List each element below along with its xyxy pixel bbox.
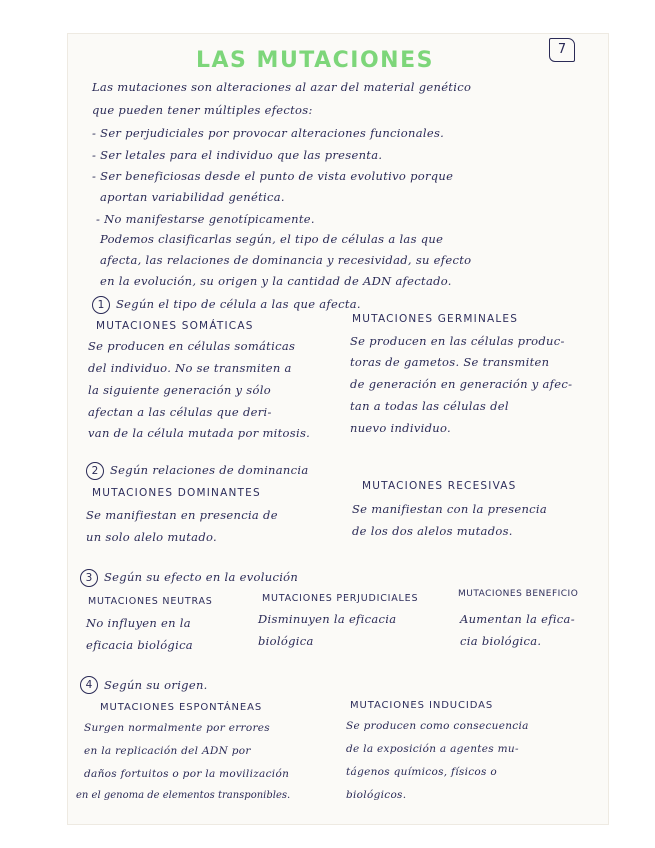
column-line: del individuo. No se transmiten a: [88, 361, 292, 375]
column-line: la siguiente generación y sólo: [88, 383, 271, 397]
section-number-3: 3: [80, 569, 98, 587]
column-line: en la replicación del ADN por: [84, 745, 251, 757]
column-line: de generación en generación y afec-: [350, 377, 573, 391]
bullet-item: - No manifestarse genotípicamente.: [96, 212, 315, 226]
classification-line: Podemos clasificarlas según, el tipo de células a las que: [100, 232, 444, 246]
column-title: MUTACIONES NEUTRAS: [88, 596, 213, 607]
section-number-4: 4: [80, 676, 98, 694]
bullet-item: - Ser beneficiosas desde el punto de vista evolutivo porque: [92, 169, 454, 183]
column-line: van de la célula mutada por mitosis.: [88, 426, 311, 440]
section-heading-3: Según su efecto en la evolución: [104, 570, 299, 584]
column-line: en el genoma de elementos transponibles.: [76, 790, 291, 801]
column-line: nuevo individuo.: [350, 421, 451, 435]
classification-line: afecta, las relaciones de dominancia y recesividad, su efecto: [100, 253, 472, 267]
column-line: toras de gametos. Se transmiten: [350, 355, 550, 369]
section-heading-2: Según relaciones de dominancia: [110, 463, 309, 477]
column-line: cia biológica.: [460, 634, 542, 648]
column-line: tágenos químicos, físicos o: [346, 766, 497, 778]
column-line: Se producen en las células produc-: [350, 334, 565, 348]
column-line: Surgen normalmente por errores: [84, 722, 270, 734]
column-line: biológicos.: [346, 789, 407, 801]
column-line: de la exposición a agentes mu-: [346, 743, 519, 755]
column-title: MUTACIONES GERMINALES: [352, 313, 519, 325]
column-line: Se manifiestan en presencia de: [86, 508, 278, 522]
column-line: afectan a las células que deri-: [88, 405, 272, 419]
bullet-item: aportan variabilidad genética.: [100, 190, 285, 204]
column-title: MUTACIONES ESPONTÁNEAS: [100, 702, 263, 713]
column-line: biológica: [258, 634, 314, 648]
section-heading-1: Según el tipo de célula a las que afecta.: [116, 297, 361, 311]
column-line: Se producen en células somáticas: [88, 339, 296, 353]
section-number-1: 1: [92, 296, 110, 314]
section-heading-4: Según su origen.: [104, 678, 208, 692]
page-number: 7: [549, 38, 575, 62]
column-line: de los dos alelos mutados.: [352, 524, 513, 538]
column-title: MUTACIONES DOMINANTES: [92, 487, 261, 499]
column-title: MUTACIONES PERJUDICIALES: [262, 593, 419, 604]
bullet-item: - Ser letales para el individuo que las presenta.: [92, 148, 383, 162]
column-line: Aumentan la efica-: [460, 612, 575, 626]
classification-line: en la evolución, su origen y la cantidad de ADN afectado.: [100, 274, 452, 288]
column-line: Disminuyen la eficacia: [258, 612, 397, 626]
column-title: MUTACIONES SOMÁTICAS: [96, 320, 254, 332]
page-title: LAS MUTACIONES: [196, 48, 434, 73]
column-line: daños fortuitos o por la movilización: [84, 768, 290, 780]
section-number-2: 2: [86, 462, 104, 480]
column-line: eficacia biológica: [86, 638, 193, 652]
intro-line: que pueden tener múltiples efectos:: [92, 103, 313, 117]
column-line: un solo alelo mutado.: [86, 530, 217, 544]
column-line: tan a todas las células del: [350, 399, 509, 413]
column-title: MUTACIONES BENEFICIO: [458, 589, 579, 599]
column-title: MUTACIONES RECESIVAS: [362, 480, 517, 492]
intro-line: Las mutaciones son alteraciones al azar del material genético: [92, 80, 472, 94]
column-line: Se manifiestan con la presencia: [352, 502, 548, 516]
column-line: No influyen en la: [86, 616, 191, 630]
column-title: MUTACIONES INDUCIDAS: [350, 700, 494, 711]
column-line: Se producen como consecuencia: [346, 720, 529, 732]
bullet-item: - Ser perjudiciales por provocar alteraciones funcionales.: [92, 126, 445, 140]
